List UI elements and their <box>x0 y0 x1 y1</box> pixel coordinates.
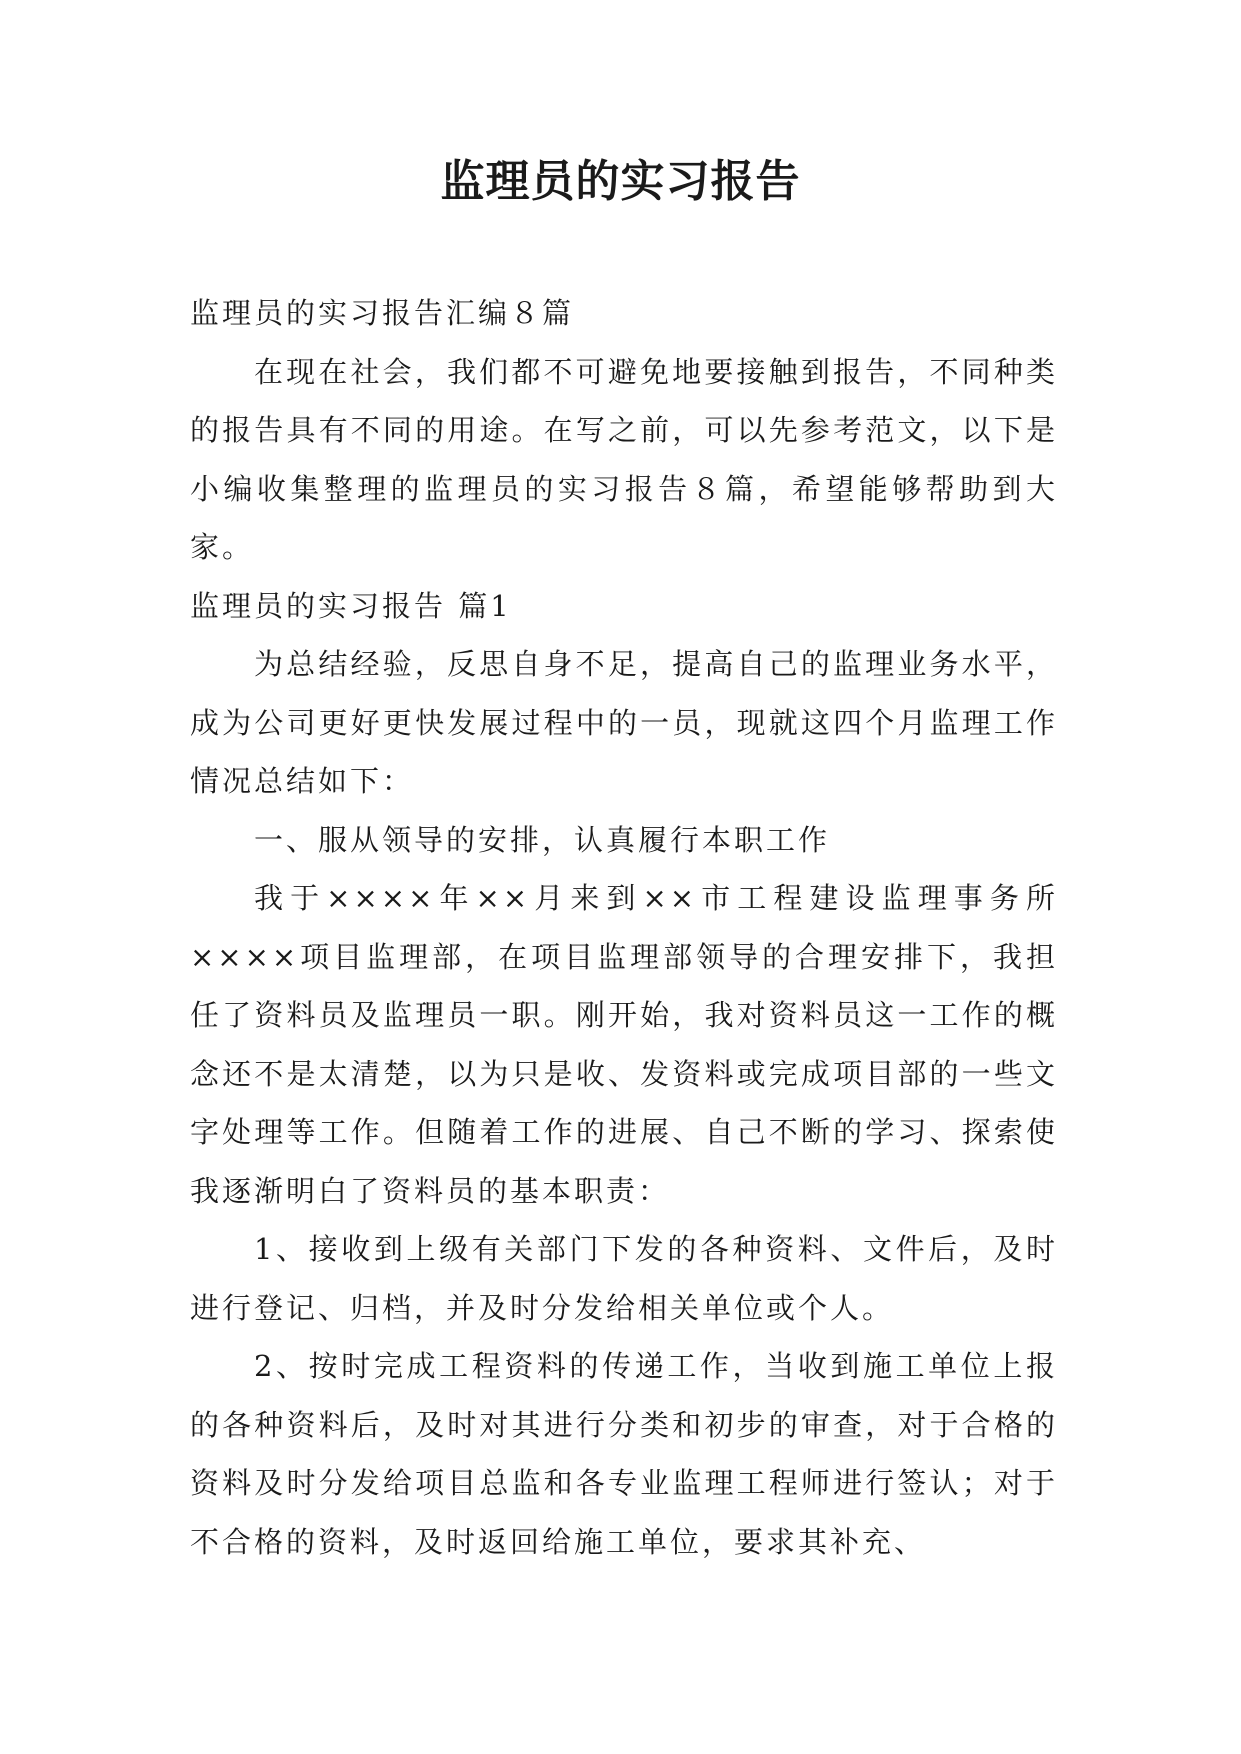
subtitle-paragraph: 监理员的实习报告汇编８篇 <box>190 296 575 330</box>
intro-paragraph: 在现在社会，我们都不可避免地要接触到报告，不同种类的报告具有不同的用途。在写之前，可以先参考范文，以下是小编收集整理的监理员的实习报告８篇，希望能够帮助到大家。 <box>190 354 1058 564</box>
subheading-paragraph: 一、服从领导的安排，认真履行本职工作 <box>254 822 831 857</box>
body-paragraph: 为总结经验，反思自身不足，提高自己的监理业务水平，成为公司更好更快发展过程中的一员，现就这四个月监理工作情况总结如下： <box>190 647 1058 798</box>
body-paragraph: 我于××××年××月来到××市工程建设监理事务所××××项目监理部，在项目监理部领导的合理安排下，我担任了资料员及监理员一职。刚开始，我对资料员这一工作的概念还不是太清楚，以为只是收、发资料或完成项目部的一些文字处理等工作。但随着工作的进展、自己不断的学习、探索使我逐渐明白了资料员的基本职责： <box>190 881 1058 1208</box>
document-title: 监理员的实习报告 <box>440 156 801 207</box>
list-item-paragraph: 1、接收到上级有关部门下发的各种资料、文件后，及时进行登记、归档，并及时分发给相关单位或个人。 <box>190 1232 1058 1325</box>
section-heading: 监理员的实习报告 篇1 <box>190 588 512 623</box>
list-item-paragraph: 2、按时完成工程资料的传递工作，当收到施工单位上报的各种资料后，及时对其进行分类和初步的审查，对于合格的资料及时分发给项目总监和各专业监理工程师进行签认；对于不合格的资料，及时返回给施工单位，要求其补充、 <box>190 1349 1058 1559</box>
document-body <box>190 284 1058 1571</box>
